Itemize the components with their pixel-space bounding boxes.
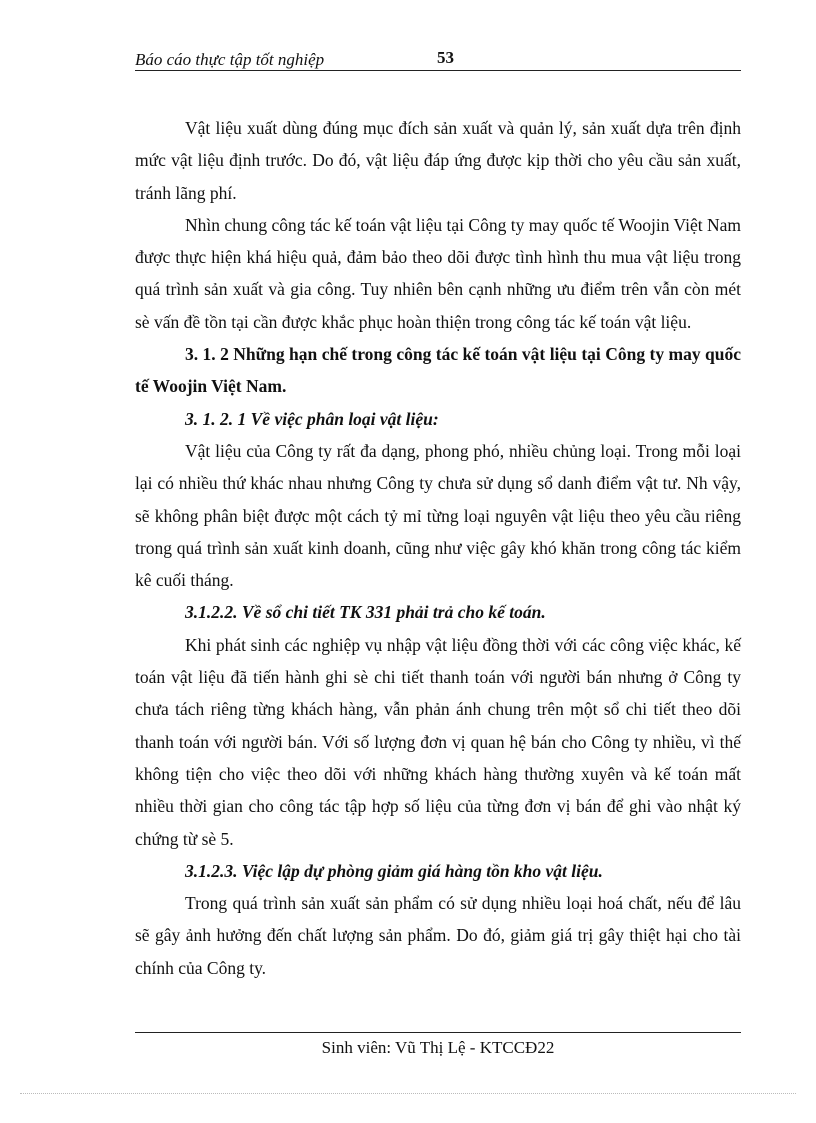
paragraph-tk331: Khi phát sinh các nghiệp vụ nhập vật liệu đồng thời với các công việc khác, kế toán vật liệu đã tiến hành ghi sè chi tiết thanh toán với người bán nhưng ở Công ty chưa tách riêng từng khách hàng, vẫn phản ánh chung trên một sổ chi tiết theo dõi thanh toán với người bán. Với số lượng đơn vị quan hệ bán cho Công ty nhiều, vì thế không tiện cho việc theo dõi với những khách hàng thường xuyên và kế toán mất nhiều thời gian cho công tác tập hợp số liệu của từng đơn vị bán để ghi vào nhật ký chứng từ sè 5. [135, 634, 741, 849]
paragraph-material-usage: Vật liệu xuất dùng đúng mục đích sản xuất và quản lý, sản xuất dựa trên định mức vật liệu định trước. Do đó, vật liệu đáp ứng được kịp thời cho yêu cầu sản xuất, tránh lãng phí. [135, 118, 741, 203]
document-body [135, 112, 741, 984]
subsection-heading-classification: 3. 1. 2. 1 Về việc phân loại vật liệu: [185, 408, 439, 429]
subsection-heading-provision: 3.1.2.3. Việc lập dự phòng giảm giá hàng tồn kho vật liệu. [185, 860, 603, 881]
subsection-heading-tk331: 3.1.2.2. Về sổ chi tiết TK 331 phải trả cho kế toán. [185, 602, 546, 623]
page-header [135, 48, 741, 71]
header-title: Báo cáo thực tập tốt nghiệp [135, 50, 325, 69]
paragraph-overview: Nhìn chung công tác kế toán vật liệu tại Công ty may quốc tế Woojin Việt Nam được thực hiện khá hiệu quả, đảm bảo theo dõi được tình hình thu mua vật liệu trong quá trình sản xuất và gia công. Tuy nhiên bên cạnh những ưu điểm trên vẫn còn mét sè vấn đề tồn tại cần được khắc phục hoàn thiện trong công tác kế toán vật liệu. [135, 214, 741, 332]
section-heading-limitations: 3. 1. 2 Những hạn chế trong công tác kế toán vật liệu tại Công ty may quốc tế Woojin Việt Nam. [135, 344, 741, 397]
paragraph-provision: Trong quá trình sản xuất sản phẩm có sử dụng nhiều loại hoá chất, nếu để lâu sẽ gây ảnh hưởng đến chất lượng sản phẩm. Do đó, giảm giá trị gây thiệt hại cho tài chính của Công ty. [135, 893, 741, 978]
paragraph-classification: Vật liệu của Công ty rất đa dạng, phong phó, nhiều chủng loại. Trong mỗi loại lại có nhiều thứ khác nhau nhưng Công ty chưa sử dụng sổ danh điểm vật tư. Nh vậy, sẽ không phân biệt được một cách tỷ mỉ từng loại nguyên vật liệu theo yêu cầu riêng trong quá trình sản xuất kinh doanh, cũng như việc gây khó khăn trong công tác kiểm kê cuối tháng. [135, 440, 741, 591]
page-bottom-dotted-line [20, 1093, 796, 1094]
footer-divider [135, 1032, 741, 1033]
page-number: 53 [437, 48, 454, 67]
page-footer: Sinh viên: Vũ Thị Lệ - KTCCĐ22 [321, 1038, 555, 1057]
